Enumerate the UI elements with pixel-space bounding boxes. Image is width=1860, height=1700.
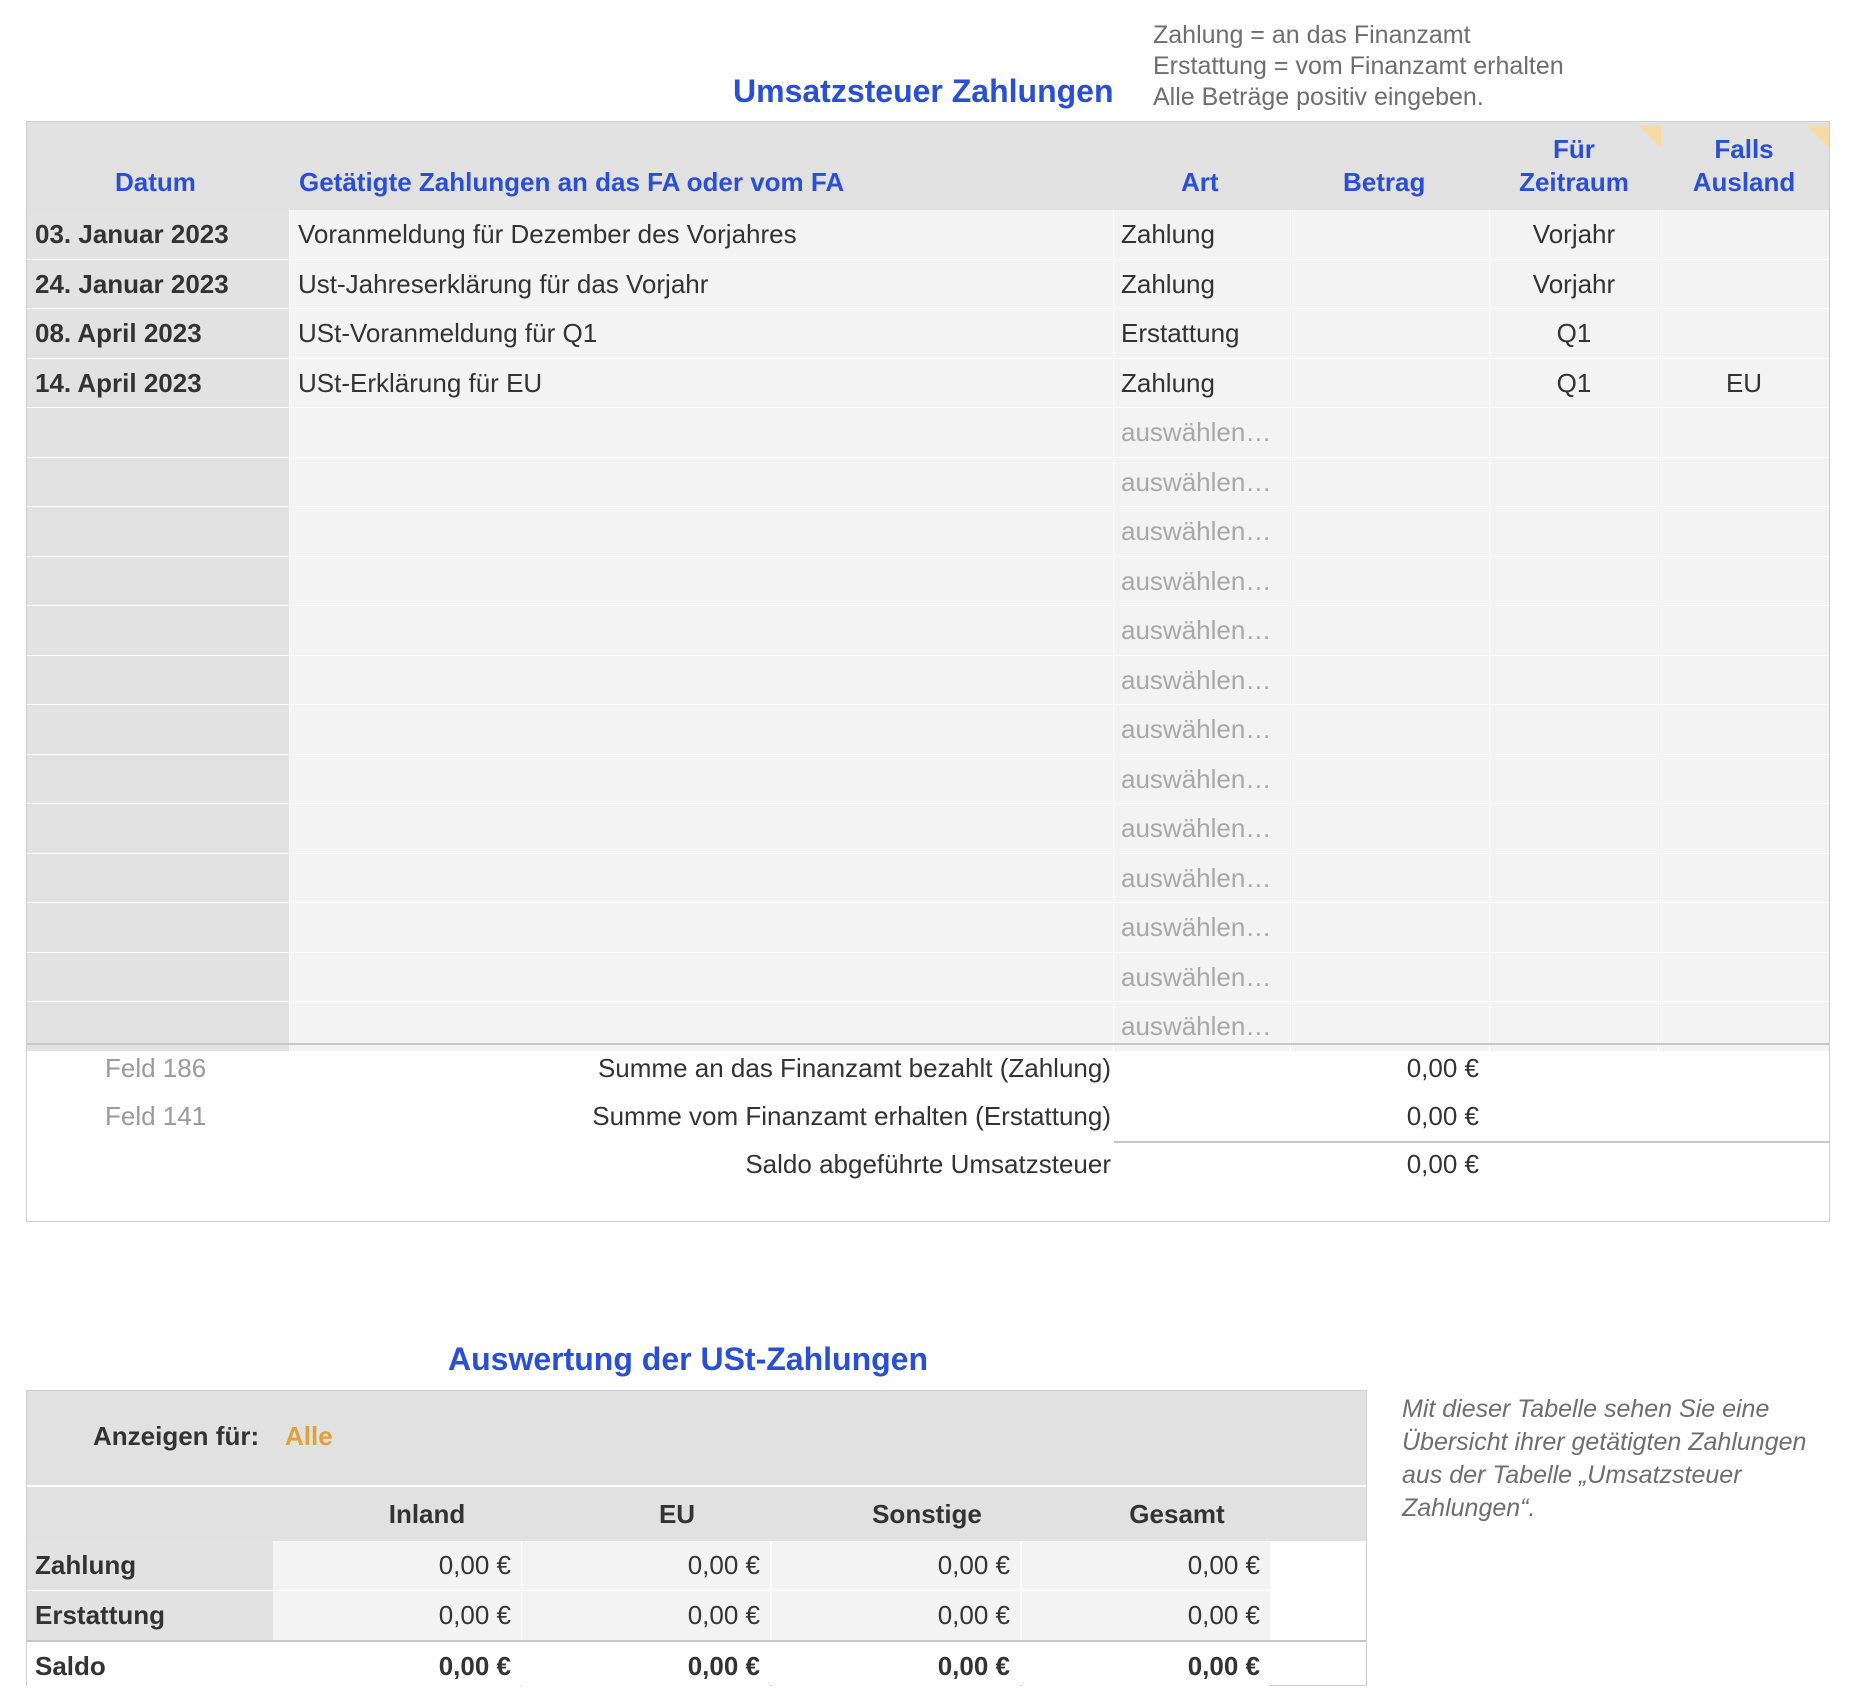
zeitraum-cell[interactable]: Vorjahr (1490, 260, 1658, 309)
summary-row (27, 1093, 1829, 1139)
art-select[interactable]: auswählen… (1114, 1002, 1290, 1051)
summary-label: Saldo abgeführte Umsatzsteuer (745, 1149, 1111, 1179)
col-header-betrag: Betrag (1343, 167, 1426, 197)
description-cell[interactable] (290, 804, 1113, 853)
ausland-cell[interactable] (1659, 260, 1829, 309)
table-row (27, 309, 1829, 359)
ausland-cell[interactable] (1659, 210, 1829, 259)
table-row (27, 953, 1829, 1003)
ausland-cell[interactable] (1659, 903, 1829, 952)
zeitraum-cell[interactable] (1490, 953, 1658, 1002)
col-header-zeitraum (1490, 133, 1658, 199)
date-cell[interactable]: 08. April 2023 (27, 309, 289, 358)
date-cell[interactable] (27, 953, 289, 1002)
ausland-cell[interactable] (1659, 755, 1829, 804)
auswertung-title: Auswertung der USt-Zahlungen (448, 1341, 928, 1377)
date-cell[interactable]: 24. Januar 2023 (27, 260, 289, 309)
description-cell[interactable] (290, 854, 1113, 903)
betrag-cell[interactable] (1291, 408, 1489, 457)
table-row (27, 705, 1829, 755)
auswertung-note: Mit dieser Tabelle sehen Sie eine Übersicht ihrer getätigten Zahlungen aus der Tabelle „Umsatzsteuer Zahlungen“. (1402, 1395, 1807, 1522)
zeitraum-cell[interactable] (1490, 606, 1658, 655)
zeitraum-cell[interactable]: Q1 (1490, 359, 1658, 408)
zeitraum-cell[interactable] (1490, 656, 1658, 705)
summary-label: Summe vom Finanzamt erhalten (Erstattung) (592, 1101, 1111, 1131)
date-cell[interactable] (27, 557, 289, 606)
value-cell: 0,00 € (772, 1642, 1020, 1691)
row-label: Erstattung (27, 1591, 274, 1640)
ausland-cell[interactable] (1659, 309, 1829, 358)
col-header-ausland (1659, 133, 1829, 199)
col-header-zeitraum-line1: Für (1553, 134, 1595, 164)
betrag-cell[interactable] (1291, 656, 1489, 705)
col-header-art: Art (1181, 167, 1219, 197)
art-select[interactable]: auswählen… (1114, 804, 1290, 853)
zeitraum-cell[interactable] (1490, 557, 1658, 606)
zeitraum-cell[interactable] (1490, 507, 1658, 556)
art-select[interactable]: auswählen… (1114, 903, 1290, 952)
col-header-datum: Datum (115, 167, 196, 197)
table-header (27, 122, 1829, 210)
auswertung-table (26, 1390, 1367, 1686)
zeitraum-cell[interactable] (1490, 755, 1658, 804)
zeitraum-cell[interactable] (1490, 705, 1658, 754)
table-row (27, 210, 1829, 260)
art-select[interactable]: auswählen… (1114, 705, 1290, 754)
date-cell[interactable] (27, 804, 289, 853)
value-cell: 0,00 € (273, 1541, 521, 1590)
date-cell[interactable]: 14. April 2023 (27, 359, 289, 408)
betrag-cell[interactable] (1291, 804, 1489, 853)
table-row (27, 903, 1829, 953)
betrag-cell[interactable] (1291, 458, 1489, 507)
betrag-cell[interactable] (1291, 260, 1489, 309)
betrag-cell[interactable] (1291, 755, 1489, 804)
col-header-sonstige: Sonstige (872, 1499, 982, 1529)
col-header-eu: EU (658, 1499, 696, 1529)
art-select[interactable]: Zahlung (1114, 210, 1290, 259)
note-line: Erstattung = vom Finanzamt erhalten (1153, 52, 1564, 80)
zeitraum-cell[interactable] (1490, 804, 1658, 853)
art-select[interactable]: auswählen… (1114, 408, 1290, 457)
auswertung-row (27, 1591, 1366, 1640)
note-line: Zahlung = an das Finanzamt (1153, 21, 1471, 49)
description-cell[interactable] (290, 606, 1113, 655)
zeitraum-cell[interactable]: Vorjahr (1490, 210, 1658, 259)
value-cell: 0,00 € (772, 1591, 1020, 1640)
row-label: Zahlung (27, 1541, 274, 1590)
value-cell: 0,00 € (522, 1642, 770, 1691)
description-cell[interactable] (290, 458, 1113, 507)
description-cell[interactable] (290, 755, 1113, 804)
filter-bar (27, 1391, 1366, 1485)
date-cell[interactable]: 03. Januar 2023 (27, 210, 289, 259)
col-header-inland: Inland (388, 1499, 466, 1529)
art-select[interactable]: auswählen… (1114, 458, 1290, 507)
value-cell: 0,00 € (1022, 1642, 1270, 1691)
auswertung-header (27, 1487, 1366, 1541)
col-header-gesamt: Gesamt (1129, 1499, 1225, 1529)
betrag-cell[interactable] (1291, 309, 1489, 358)
ausland-cell[interactable] (1659, 557, 1829, 606)
art-select[interactable]: auswählen… (1114, 557, 1290, 606)
filter-select[interactable]: Alle (285, 1421, 333, 1451)
ausland-cell[interactable] (1659, 458, 1829, 507)
date-cell[interactable] (27, 606, 289, 655)
table-row (27, 408, 1829, 458)
art-select[interactable]: Zahlung (1114, 260, 1290, 309)
summary-value: 0,00 € (1406, 1149, 1479, 1179)
col-header-zeitraum-line2: Zeitraum (1519, 167, 1629, 197)
description-cell[interactable] (290, 507, 1113, 556)
summary-value: 0,00 € (1406, 1101, 1479, 1131)
art-select[interactable]: auswählen… (1114, 507, 1290, 556)
zeitraum-cell[interactable] (1490, 408, 1658, 457)
date-cell[interactable] (27, 656, 289, 705)
betrag-cell[interactable] (1291, 705, 1489, 754)
table-row (27, 359, 1829, 409)
ausland-cell[interactable] (1659, 656, 1829, 705)
description-cell[interactable] (290, 903, 1113, 952)
art-select[interactable]: auswählen… (1114, 656, 1290, 705)
description-cell[interactable] (290, 953, 1113, 1002)
ausland-cell[interactable] (1659, 854, 1829, 903)
art-select[interactable]: auswählen… (1114, 606, 1290, 655)
table-row (27, 557, 1829, 607)
betrag-cell[interactable] (1291, 903, 1489, 952)
betrag-cell[interactable] (1291, 210, 1489, 259)
date-cell[interactable] (27, 755, 289, 804)
summary-label: Summe an das Finanzamt bezahlt (Zahlung) (597, 1053, 1111, 1083)
summary-value: 0,00 € (1406, 1053, 1479, 1083)
col-header-ausland-line1: Falls (1714, 134, 1774, 164)
betrag-cell[interactable] (1291, 953, 1489, 1002)
date-cell[interactable] (27, 705, 289, 754)
betrag-cell[interactable] (1291, 359, 1489, 408)
value-cell: 0,00 € (273, 1591, 521, 1640)
value-cell: 0,00 € (772, 1541, 1020, 1590)
zeitraum-cell[interactable]: Q1 (1490, 309, 1658, 358)
comment-marker-icon[interactable] (1639, 126, 1661, 148)
ausland-cell[interactable] (1659, 804, 1829, 853)
ausland-cell[interactable] (1659, 507, 1829, 556)
ust-payments-table (26, 121, 1830, 1222)
value-cell: 0,00 € (1022, 1591, 1270, 1640)
row-label: Saldo (27, 1642, 274, 1691)
table-title: Umsatzsteuer Zahlungen (733, 73, 1114, 109)
description-cell[interactable] (290, 656, 1113, 705)
table-row (27, 854, 1829, 904)
table-row (27, 507, 1829, 557)
description-cell[interactable]: Voranmeldung für Dezember des Vorjahres (290, 210, 1113, 259)
betrag-cell[interactable] (1291, 557, 1489, 606)
table-row (27, 260, 1829, 310)
value-cell: 0,00 € (522, 1591, 770, 1640)
betrag-cell[interactable] (1291, 606, 1489, 655)
betrag-cell[interactable] (1291, 507, 1489, 556)
date-cell[interactable] (27, 903, 289, 952)
description-cell[interactable] (290, 408, 1113, 457)
table-row (27, 458, 1829, 508)
art-select[interactable]: auswählen… (1114, 854, 1290, 903)
auswertung-row (27, 1642, 1366, 1691)
zeitraum-cell[interactable] (1490, 458, 1658, 507)
auswertung-row (27, 1541, 1366, 1590)
description-cell[interactable] (290, 705, 1113, 754)
ausland-cell[interactable] (1659, 606, 1829, 655)
summary-row (27, 1045, 1829, 1091)
art-select[interactable]: Zahlung (1114, 359, 1290, 408)
art-select[interactable]: auswählen… (1114, 953, 1290, 1002)
description-cell[interactable]: Ust-Jahreserklärung für das Vorjahr (290, 260, 1113, 309)
table-row (27, 755, 1829, 805)
ausland-cell[interactable]: EU (1659, 359, 1829, 408)
zeitraum-cell[interactable] (1490, 854, 1658, 903)
ausland-cell[interactable] (1659, 953, 1829, 1002)
description-cell[interactable]: USt-Voranmeldung für Q1 (290, 309, 1113, 358)
zeitraum-cell[interactable] (1490, 903, 1658, 952)
art-select[interactable]: auswählen… (1114, 755, 1290, 804)
col-header-beschreibung: Getätigte Zahlungen an das FA oder vom FA (299, 167, 845, 197)
description-cell[interactable] (290, 557, 1113, 606)
note-line: Alle Beträge positiv eingeben. (1153, 83, 1484, 111)
feld-label: Feld 141 (105, 1101, 207, 1131)
filter-label: Anzeigen für: (93, 1421, 260, 1451)
date-cell[interactable] (27, 507, 289, 556)
comment-marker-icon[interactable] (1807, 126, 1829, 148)
table-row (27, 804, 1829, 854)
table-row (27, 606, 1829, 656)
betrag-cell[interactable] (1291, 854, 1489, 903)
value-cell: 0,00 € (522, 1541, 770, 1590)
table-row (27, 656, 1829, 706)
feld-label: Feld 186 (105, 1053, 207, 1083)
ausland-cell[interactable] (1659, 705, 1829, 754)
date-cell[interactable] (27, 854, 289, 903)
table-body (27, 210, 1829, 1052)
legend-notes (1153, 20, 1564, 113)
value-cell: 0,00 € (1022, 1541, 1270, 1590)
ausland-cell[interactable] (1659, 408, 1829, 457)
art-select[interactable]: Erstattung (1114, 309, 1290, 358)
value-cell: 0,00 € (273, 1642, 521, 1691)
summary-row (27, 1141, 1829, 1187)
date-cell[interactable] (27, 458, 289, 507)
date-cell[interactable] (27, 408, 289, 457)
description-cell[interactable]: USt-Erklärung für EU (290, 359, 1113, 408)
col-header-ausland-line2: Ausland (1692, 167, 1796, 197)
